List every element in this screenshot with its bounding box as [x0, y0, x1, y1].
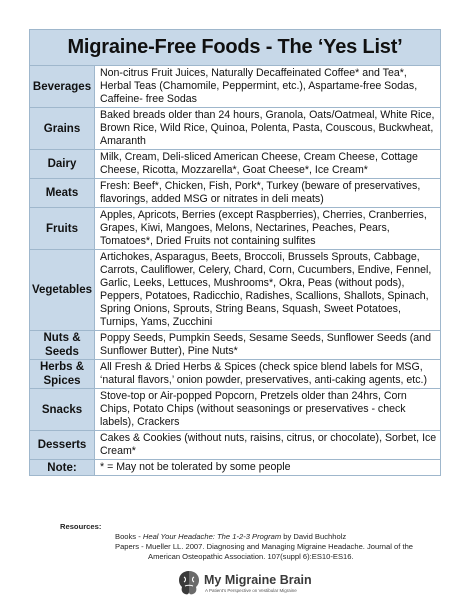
resource-book: Books - Heal Your Headache: The 1-2-3 Program by David Buchholz	[115, 532, 347, 541]
category-foods: Stove-top or Air-popped Popcorn, Pretzels older than 24hrs, Corn Chips, Potato Chips (without seasonings or preservatives - check labels), Crackers	[95, 389, 441, 431]
brain-logo-icon	[176, 569, 202, 597]
category-foods: Apples, Apricots, Berries (except Raspberries), Cherries, Cranberries, Grapes, Kiwi, Mangoes, Melons, Nectarines, Peaches, Pears, Tomatoes*, Dried Fruits not containing sulfites	[95, 208, 441, 250]
category-foods: Poppy Seeds, Pumpkin Seeds, Sesame Seeds, Sunflower Seeds (and Sunflower Butter), Pine Nuts*	[95, 331, 441, 360]
category-label: Snacks	[30, 389, 95, 431]
food-row	[30, 66, 440, 108]
resource-paper: Papers - Mueller LL. 2007. Diagnosing and Managing Migraine Headache. Journal of the	[115, 542, 414, 551]
category-label: Note:	[30, 460, 95, 476]
food-row	[30, 460, 440, 476]
category-label: Meats	[30, 179, 95, 208]
category-foods: All Fresh & Dried Herbs & Spices (check spice blend labels for MSG, ‘natural flavors,’ onion powder, preservatives, anti-caking agents, etc.)	[95, 360, 441, 389]
category-label: Grains	[30, 108, 95, 150]
food-row	[30, 150, 440, 179]
food-row	[30, 208, 440, 250]
brand-tagline: A Patient’s Perspective on Vestibular Migraine	[205, 588, 297, 593]
page-title: Migraine-Free Foods - The ‘Yes List’	[30, 30, 440, 66]
resources-section	[60, 522, 460, 562]
resource-paper-continued: American Osteopathic Association. 107(suppl 6):ES10-ES16.	[148, 552, 354, 561]
food-row	[30, 331, 440, 360]
brand-footer	[176, 569, 316, 599]
resources-heading: Resources:	[60, 522, 102, 531]
category-label: Herbs & Spices	[30, 360, 95, 389]
category-foods: * = May not be tolerated by some people	[95, 460, 441, 476]
category-foods: Milk, Cream, Deli-sliced American Cheese, Cream Cheese, Cottage Cheese, Ricotta, Mozzarella*, Goat Cheese*, Ice Cream*	[95, 150, 441, 179]
category-foods: Fresh: Beef*, Chicken, Fish, Pork*, Turkey (beware of preservatives, flavorings, added MSG or nitrates in deli meats)	[95, 179, 441, 208]
category-label: Fruits	[30, 208, 95, 250]
food-row	[30, 179, 440, 208]
food-list-sheet	[29, 29, 441, 476]
category-label: Beverages	[30, 66, 95, 108]
category-label: Vegetables	[30, 250, 95, 331]
category-foods: Non-citrus Fruit Juices, Naturally Decaffeinated Coffee* and Tea*, Herbal Teas (Chamomile, Peppermint, etc.), Aspartame-free Sodas, Caffeine- free Sodas	[95, 66, 441, 108]
category-foods: Baked breads older than 24 hours, Granola, Oats/Oatmeal, White Rice, Brown Rice, Wild Rice, Quinoa, Polenta, Pasta, Couscous, Buckwheat, Amaranth	[95, 108, 441, 150]
food-row	[30, 360, 440, 389]
food-row	[30, 431, 440, 460]
food-row	[30, 108, 440, 150]
food-table	[30, 66, 440, 475]
category-foods: Artichokes, Asparagus, Beets, Broccoli, Brussels Sprouts, Cabbage, Carrots, Cauliflower, Celery, Chard, Corn, Cucumbers, Endive, Fennel, Garlic, Leeks, Lettuces, Mushrooms*, Okra, Peas (without pods), Peppers, Potatoes, Radicchio, Radishes, Scallions, Shallots, Spinach, Spring Onions, Sprouts, String Beans, Squash, Sweet Potatoes, Turnips, Yams, Zucchini	[95, 250, 441, 331]
category-label: Desserts	[30, 431, 95, 460]
category-foods: Cakes & Cookies (without nuts, raisins, citrus, or chocolate), Sorbet, Ice Cream*	[95, 431, 441, 460]
food-row	[30, 250, 440, 331]
category-label: Dairy	[30, 150, 95, 179]
brand-name: My Migraine Brain	[204, 573, 312, 587]
category-label: Nuts & Seeds	[30, 331, 95, 360]
food-row	[30, 389, 440, 431]
